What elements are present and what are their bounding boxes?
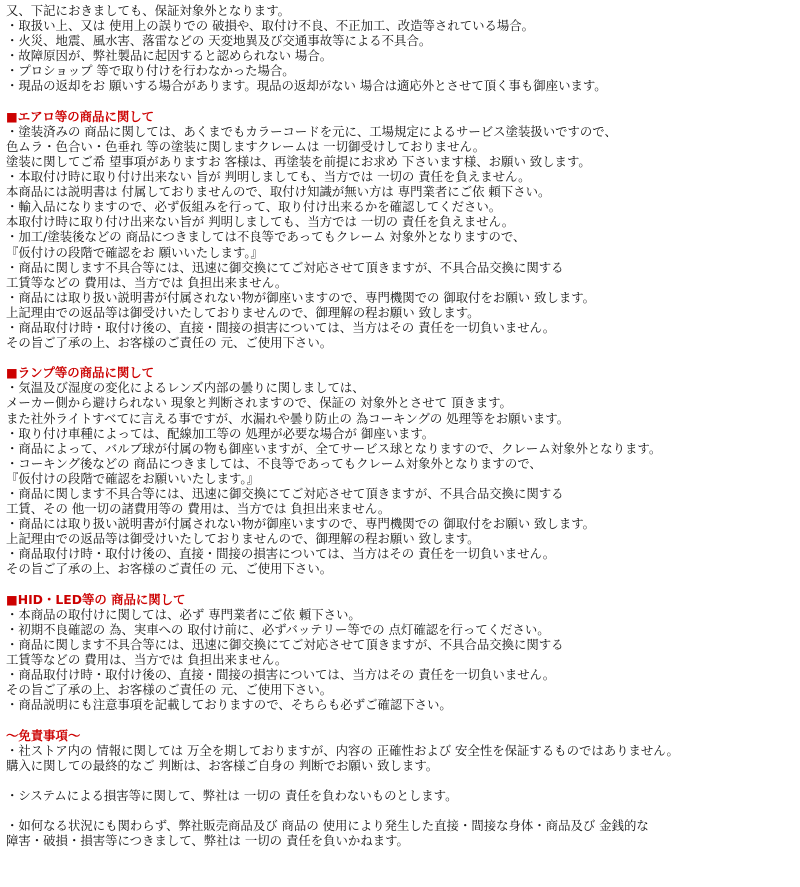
spacer [6, 712, 796, 727]
hid-line: 工賃等などの 費用は、当方では 負担出来ません。 [6, 652, 288, 668]
lamp-line: また社外ライトすべてに言える事ですが、水漏れや曇り防止の 為コーキングの 処理等をお願います。 [6, 410, 570, 426]
aero-section [6, 109, 796, 351]
disclaimer-line: 障害・破損・損害等につきまして、弊社は 一切の 責任を負いかねます。 [6, 833, 409, 849]
aero-line: ・塗装済みの 商品に関しては、あくまでもカラーコードを元に、工場規定によるサービス塗装扱いですので、 [6, 123, 617, 139]
hid-section [6, 592, 796, 713]
intro-line: ・取扱い上、又は 使用上の誤りでの 破損や、取付け不良、不正加工、改造等されている場合。 [6, 18, 535, 34]
hid-heading: ■HID・LED等の 商品に関して [6, 591, 186, 607]
aero-line: ・商品に関します不具合等には、迅速に御交換にてご対応させて頂きますが、不具合品交換に関する [6, 259, 564, 275]
aero-line: ・加工/塗装後などの 商品につきましては不良等であってもクレーム 対象外となりますので、 [6, 229, 526, 245]
lamp-line: ・取り付け車種によっては、配線加工等の 処理が必要な場合が 御座います。 [6, 425, 435, 441]
aero-line: ・本取付け時に取り付け出来ない 旨が 判明しましても、当方では 一切の 責任を負えません。 [6, 169, 531, 185]
aero-line: 本取付け時に取り付け出来ない旨が 判明しましても、当方では 一切の 責任を負えません。 [6, 214, 515, 230]
intro-line: ・現品の返却をお 願いする場合があります。現品の返却がない 場合は適応外とさせて頂く事も御座います。 [6, 78, 607, 94]
spacer [6, 577, 796, 592]
hid-line: ・商品に関します不具合等には、迅速に御交換にてご対応させて頂きますが、不具合品交換に関する [6, 636, 564, 652]
intro-block [6, 3, 796, 94]
disclaimer-section [6, 728, 796, 849]
disclaimer-line: ・如何なる状況にも関わらず、弊社販売商品及び 商品の 使用により発生した直接・間接な身体・商品及び 金銭的な [6, 818, 649, 834]
aero-line: 上記理由での返品等は御受けいたしておりませんので、御理解の程お願い 致します。 [6, 304, 480, 320]
lamp-line: ・気温及び湿度の変化によるレンズ内部の曇りに関しましては、 [6, 380, 365, 396]
lamp-heading: ■ランプ等の商品に関して [6, 365, 155, 381]
disclaimer-heading: ～免責事項～ [6, 727, 81, 743]
spacer [6, 803, 796, 818]
disclaimer-line: ・システムによる損害等に関して、弊社は 一切の 責任を負わないものとします。 [6, 787, 458, 803]
lamp-line: ・商品取付け時・取付け後の、直接・間接の損害については、当方はその 責任を一切負いません。 [6, 546, 556, 562]
aero-line: 塗装に関してご希 望事項がありますお 客様は、再塗装を前提にお求め 下さいます様、お願い 致します。 [6, 153, 591, 169]
hid-line: ・商品説明にも注意事項を記載しておりますので、そちらも必ずご確認下さい。 [6, 697, 452, 713]
lamp-line: ・商品には取り扱い説明書が付属されない物が御座いますので、専門機関での 御取付をお願い 致します。 [6, 516, 595, 532]
intro-line: ・故障原因が、弊社製品に起因すると認められない 場合。 [6, 48, 333, 64]
lamp-line: ・コーキング後などの 商品につきましては、不良等であってもクレーム対象外となりますので、 [6, 455, 542, 471]
hid-line: その旨ご了承の上、お客様のご責任の 元、ご使用下さい。 [6, 682, 333, 698]
hid-line: ・本商品の取付けに関しては、必ず 専門業者にご依 頼下さい。 [6, 606, 361, 622]
lamp-line: ・商品に関します不具合等には、迅速に御交換にてご対応させて頂きますが、不具合品交換に関する [6, 486, 564, 501]
aero-line: その旨ご了承の上、お客様のご責任の 元、ご使用下さい。 [6, 335, 333, 351]
aero-line: 工賃等などの 費用は、当方では 負担出来ません。 [6, 274, 288, 290]
lamp-line: 『仮付けの段階で確認をお願いいたします。』 [6, 470, 260, 486]
intro-line: ・火災、地震、風水害、落雷などの 天変地異及び交通事故等による不具合。 [6, 33, 432, 49]
intro-line: 又、下記におきましても、保証対象外となります。 [6, 3, 290, 18]
aero-line: 本商品には説明書は 付属しておりませんので、取付け知識が無い方は 専門業者にご依 頼下さい。 [6, 184, 551, 200]
spacer [6, 94, 796, 109]
intro-line: ・プロショップ 等で取り付けを行わなかった場合。 [6, 63, 295, 79]
lamp-line: その旨ご了承の上、お客様のご責任の 元、ご使用下さい。 [6, 561, 333, 577]
spacer [6, 350, 796, 365]
disclaimer-line: 購入に関しての最終的なご 判断は、お客様ご自身の 判断でお願い 致します。 [6, 757, 439, 773]
aero-line: 色ムラ・色合い・色垂れ 等の塗装に関しますクレームは 一切御受けしておりません。 [6, 138, 486, 154]
aero-line: ・輸入品になりますので、必ず仮組みを行って、取り付け出来るかを確認してください。 [6, 199, 502, 215]
lamp-line: 上記理由での返品等は御受けいたしておりませんので、御理解の程お願い 致します。 [6, 531, 480, 547]
aero-line: ・商品には取り扱い説明書が付属されない物が御座いますので、専門機関での 御取付をお願い 致します。 [6, 289, 595, 305]
aero-line: 『仮付けの段階で確認をお 願いいたします。』 [6, 244, 263, 260]
lamp-section [6, 365, 796, 576]
warranty-document [6, 3, 796, 848]
spacer [6, 773, 796, 788]
aero-heading: ■エアロ等の商品に関して [6, 108, 155, 124]
hid-line: ・初期不良確認の 為、実車への 取付け前に、必ずバッテリー等での 点灯確認を行ってください。 [6, 621, 550, 637]
disclaimer-line: ・社ストア内の 情報に関しては 万全を期しておりますが、内容の 正確性および 安全性を保証するものではありません。 [6, 742, 679, 758]
hid-line: ・商品取付け時・取付け後の、直接・間接の損害については、当方はその 責任を一切負いません。 [6, 667, 556, 683]
aero-line: ・商品取付け時・取付け後の、直接・間接の損害については、当方はその 責任を一切負いません。 [6, 319, 556, 335]
lamp-line: メーカー側から避けられない 現象と判断されますので、保証の 対象外とさせて 頂きます。 [6, 395, 512, 411]
lamp-line: ・商品によって、バルブ球が付属の物も御座いますが、全てサービス球となりますので、クレーム対象外となります。 [6, 440, 662, 456]
lamp-line: 工賃、その 他一切の諸費用等の 費用は、当方では 負担出来ません。 [6, 501, 391, 517]
